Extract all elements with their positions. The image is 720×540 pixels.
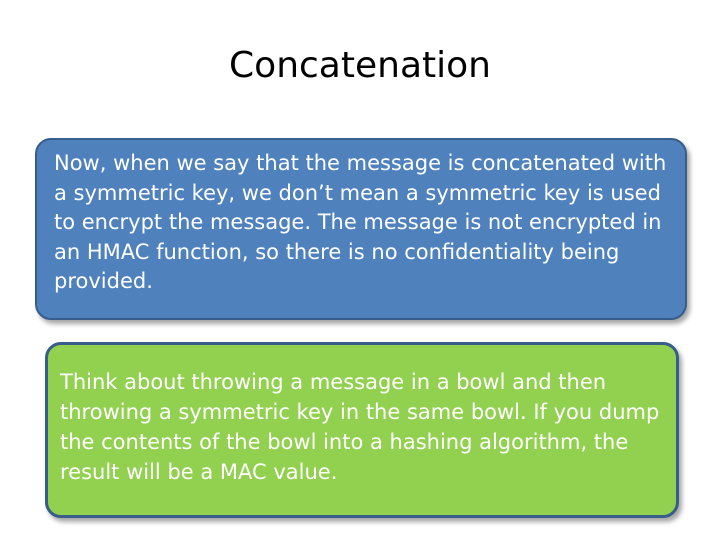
blue-box-text: Now, when we say that the message is concatenated with a symmetric key, we don’t mean a symmetric key is used to encrypt the message. The message is not encrypted in an HMAC function, so there is no confidentiality being provided. (54, 151, 667, 293)
green-box-text: Think about throwing a message in a bowl and then throwing a symmetric key in the same bowl. If you dump the contents of the bowl into a hashing algorithm, the result will be a MAC value. (60, 370, 660, 484)
slide-title: Concatenation (229, 45, 491, 86)
blue-text-box (35, 138, 687, 320)
green-text-box (45, 342, 679, 518)
